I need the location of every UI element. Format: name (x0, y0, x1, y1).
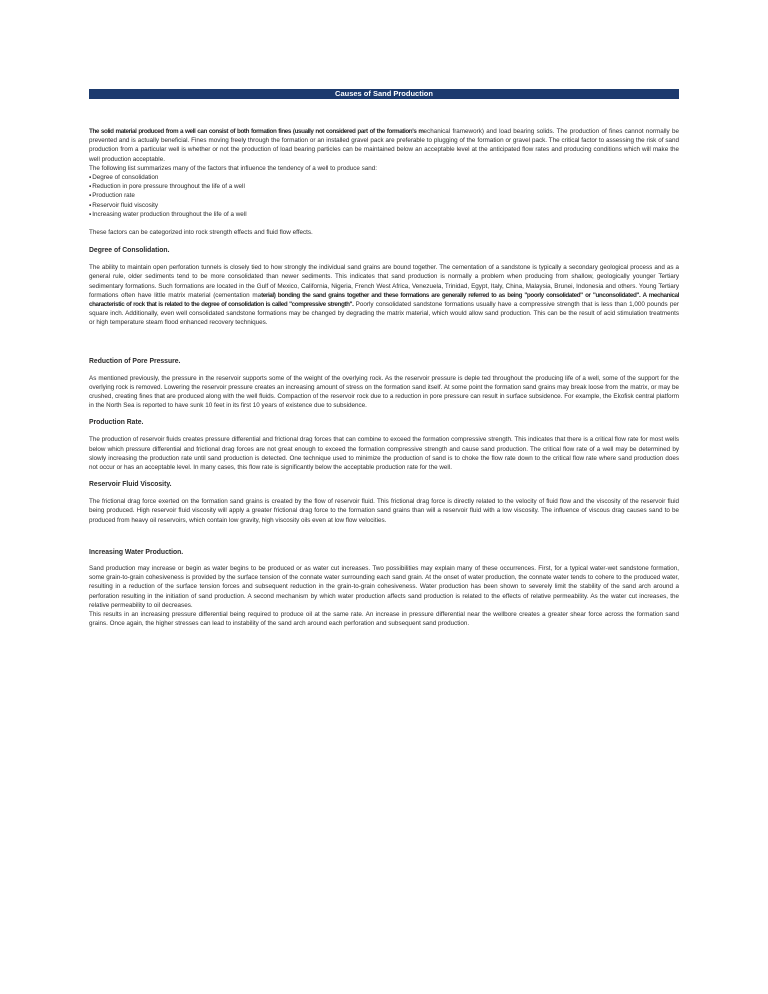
section-paragraph-production-rate: The production of reservoir fluids creates pressure differential and frictional drag forces that can combine to exceed the formation compressive strength. This indicates that there is a critical flow rate for most wells below which pressure differential and frictional drag forces are not great enough to exceed the formation compressive strength and cause sand production. The critical flow rate of a well may be determined by slowly increasing the production rate until sand production is detected. One technique used to minimize the production of sand is to choke the flow rate down to the critical flow rate where sand production does not occur or has an acceptable level. In many cases, this flow rate is significantly below the acceptable production rate for the well. (89, 436, 679, 472)
paragraph-text: The ability to maintain open perforation tunnels is closely tied to how strongly the individual sand grains are bound together. The cementation of a sandstone is typically a secondary geological process and as a general rule, older sediments tend to be more consolidated than newer sediments. This indicates that sand production is normally a problem when producing from shallow, geologically younger Tertiary sedimentary formations. Such formations are located in the Gulf of Mexico, California, Nigeria, French West Africa, Venezuela, Trinidad, Egypt, Italy, China, Malaysia, Brunei, Indonesia and others. Young Tertiary formations often have little matrix material (cementation ma (89, 264, 679, 299)
section-heading-viscosity: Reservoir Fluid Viscosity. (89, 479, 172, 489)
section-heading-production-rate: Production Rate. (89, 417, 144, 427)
list-item: ▪ Reservoir fluid viscosity (89, 201, 679, 210)
factor-list (89, 173, 679, 219)
section-paragraph-water-production-2: This results in an increasing pressure differential being required to produce oil at the same rate. An increase in pressure differential near the wellbore creates a greater shear force across the formation sand grains. Once again, the higher stresses can lead to instability of the sand arch around each perforation and subsequent sand production. (89, 610, 679, 628)
section-heading-water-production: Increasing Water Production. (89, 546, 184, 556)
list-item: ▪ Production rate (89, 191, 679, 200)
list-item: ▪ Degree of consolidation (89, 173, 679, 182)
intro-paragraph-3: These factors can be categorized into rock strength effects and fluid flow effects. (89, 229, 313, 237)
list-item: ▪ Increasing water production throughout the life of a well (89, 210, 679, 219)
section-paragraph-consolidation (89, 263, 679, 327)
document-title: Causes of Sand Production (89, 89, 679, 99)
intro-lead-text: The solid material produced from a well can consist of both formation fines (usually not considered part of the formation's m (89, 128, 424, 135)
paragraph-bold-text: terial) bonding the sand grains together and these formations are generally referred to as being "poorly consolidated" or "unconsolidated". A mechanical characteristic of rock that is related to the degree of consolidation is called "compressive strength". (89, 291, 679, 309)
section-paragraph-water-production-1: Sand production may increase or begin as water begins to be produced or as water cut increases. Two possibilities may explain many of these occurrences. First, for a typical water-wet sandstone formation, some grain-to-grain cohesiveness is provided by the surface tension of the connate water surrounding each sand grain. At the onset of water production, the connate water tends to cohere to the produced water, resulting in a reduction of the surface tension forces and subsequent reduction in the grain-to-grain cohesiveness. Water production has been shown to severely limit the stability of the sand arch around a perforation resulting in the initiation of sand production. A second mechanism by which water production affects sand production is related to the effects of relative permeability. As the water cut increases, the relative permeability to oil decreases. (89, 564, 679, 609)
section-heading-pore-pressure: Reduction of Pore Pressure. (89, 355, 181, 365)
paragraph-text: Poorly consolidated sandstone formations usually have a compressive strength that is less than 1,000 pounds per square inch. Additionally, even well consolidated sandstone formations may be changed by degrading the matrix material, which would allow sand production. This can be the result of acid stimulation treatments or high temperature steam flood enhanced recovery techniques. (89, 301, 679, 327)
list-item: ▪ Reduction in pore pressure throughout the life of a well (89, 182, 679, 191)
section-paragraph-pore-pressure: As mentioned previously, the pressure in the reservoir supports some of the weight of the overlying rock. As the reservoir pressure is deple ted throughout the producing life of a well, some of the support for the overlying rock is removed. Lowering the reservoir pressure creates an increasing amount of stress on the formation sand itself. At some point the formation sand grains may break loose from the matrix, or may be crushed, creating fines that are produced along with the well fluids. Compaction of the reservoir rock due to a reduction in pore pressure can result in surface subsidence. For example, the Ekofisk central platform in the North Sea is reported to have sunk 10 feet in its first 10 years of existence due to subsidence. (89, 374, 679, 410)
intro-paragraph-2: The following list summarizes many of the factors that influence the tendency of a well to produce sand: (89, 164, 378, 172)
intro-paragraph-1 (89, 127, 679, 164)
section-heading-consolidation: Degree of Consolidation. (89, 245, 170, 255)
section-paragraph-viscosity: The frictional drag force exerted on the formation sand grains is created by the flow of reservoir fluid. This frictional drag force is directly related to the velocity of fluid flow and the viscosity of the reservoir fluid being produced. High reservoir fluid viscosity will apply a greater frictional drag force to the formation sand grains than will a reservoir fluid with a low viscosity. The influence of viscous drag causes sand to be produced from heavy oil reservoirs, which contain low gravity, high viscosity oils even at low flow velocities. (89, 498, 679, 524)
intro-rest-text: echanical framework) and load bearing solids. The production of fines cannot normally be prevented and is actually beneficial. Fines moving freely through the formation or an installed gravel pack are preferable to plugging of the formation or gravel pack. The critical factor to assessing the risk of sand production from a particular well is whether or not the production of load bearing particles can be maintained below an acceptable level at the anticipated flow rates and producing conditions which will make the well production acceptable. (89, 128, 679, 163)
document-page (89, 89, 679, 628)
